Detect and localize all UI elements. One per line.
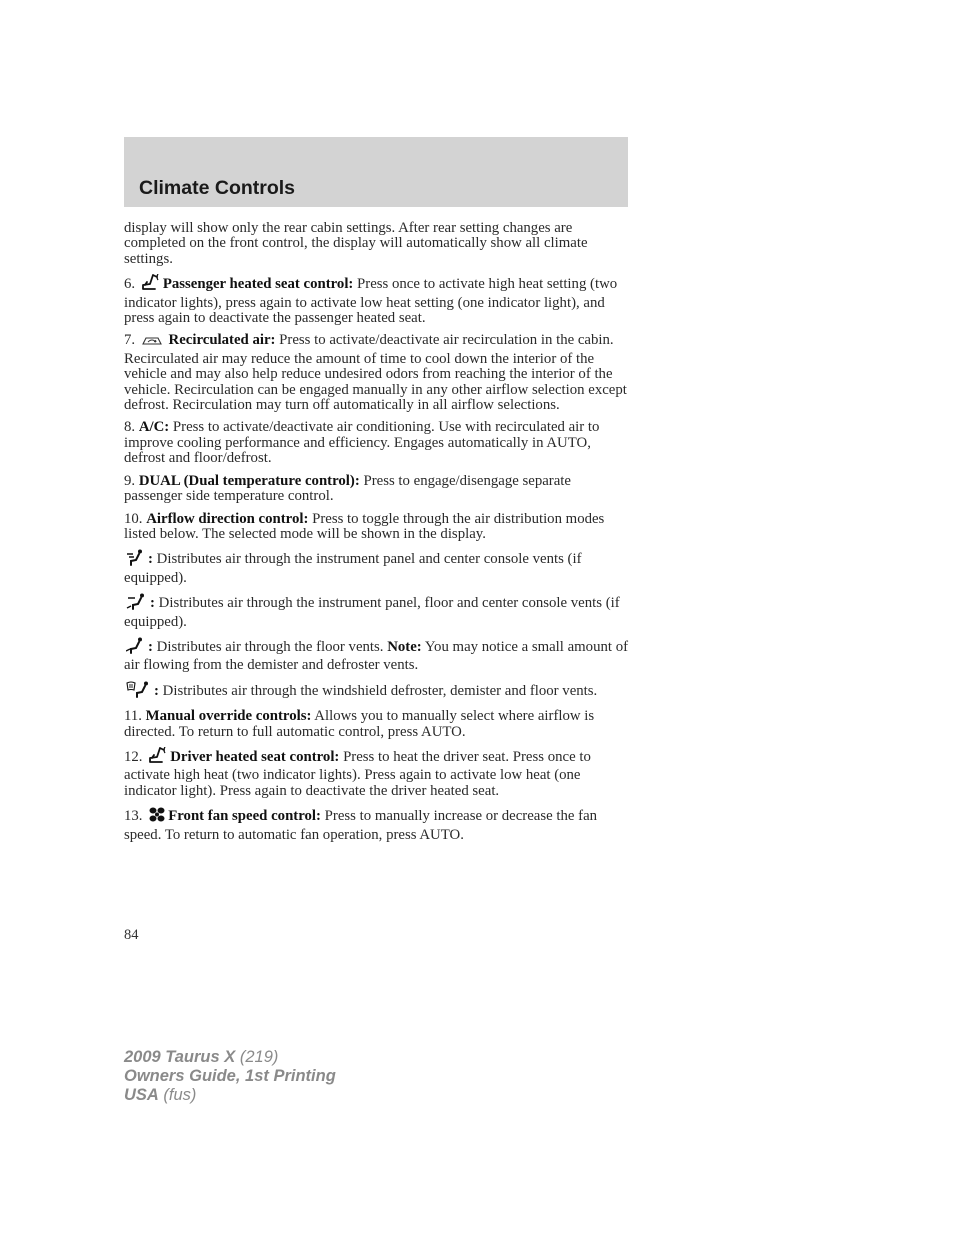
floor-vent-icon xyxy=(126,637,146,658)
section-title: Climate Controls xyxy=(139,177,296,199)
item-8-label: A/C: xyxy=(138,419,170,436)
item-7: 7. Recirculated air: Press to activate/deactivate air recirculation in the cabin. Recirculated air may reduce the amount of time to cool down the interior of the vehicle and may also help reduce undesired odors from reaching the interior of the vehicle. Recirculation can be engaged manually in any other airflow selection except defrost. Recirculation may turn off automatically in all airflow selections. xyxy=(124,332,627,414)
panel-vent-icon xyxy=(126,549,146,570)
page-content xyxy=(124,221,632,850)
item-6: 6. Passenger heated seat control: Press once to activate high heat setting (two indicator lights), press again to activate low heat setting (one indicator light), and press again to deactivate the passenger heated seat. xyxy=(124,276,618,327)
item-13-label: Front fan speed control: xyxy=(168,808,321,825)
item-9-label: DUAL (Dual temperature control): xyxy=(138,472,360,489)
footer-line-2: Owners Guide, 1st Printing xyxy=(124,1067,336,1085)
page-number: 84 xyxy=(124,927,139,943)
item-6-label: Passenger heated seat control: xyxy=(162,276,354,293)
footer xyxy=(124,1048,336,1105)
item-12: 12. Driver heated seat control: Press to heat the driver seat. Press once to activate high heat (two indicator lights). Press again to activate low heat (one indicator light). Press again to deactivate the driver heated seat. xyxy=(124,748,591,799)
recirculation-icon xyxy=(141,335,163,351)
item-13: 13. Front fan speed control: Press to manually increase or decrease the fan speed. To return to automatic fan operation, press AUTO. xyxy=(124,808,598,843)
floor-defrost-icon xyxy=(126,681,152,702)
intro-paragraph: display will show only the rear cabin settings. After rear setting changes are completed on the front control, the display will automatically show all climate settings. xyxy=(124,220,588,267)
mode-floor-defrost: : Distributes air through the windshield defroster, demister and floor vents. xyxy=(124,681,632,702)
heated-seat-icon xyxy=(148,747,168,768)
item-11-label: Manual override controls: xyxy=(145,708,312,725)
item-9: 9. DUAL (Dual temperature control): Press to engage/disengage separate passenger side temperature control. xyxy=(124,472,571,505)
mode-floor: : Distributes air through the floor vents. Note: You may notice a small amount of air flowing from the demister and defroster vents. xyxy=(124,638,629,674)
item-7-label: Recirculated air: xyxy=(168,332,276,349)
section-header xyxy=(124,137,628,207)
footer-line-3: USA (fus) xyxy=(124,1086,197,1104)
item-11: 11. Manual override controls: Allows you to manually select where airflow is directed. To return to full automatic control, press AUTO. xyxy=(124,708,595,740)
fan-icon xyxy=(148,806,166,827)
heated-seat-icon xyxy=(141,274,161,295)
item-8: 8. A/C: Press to activate/deactivate air conditioning. Use with recirculated air to improve cooling performance and efficiency. Engages automatically in AUTO, defrost and floor/defrost. xyxy=(124,419,600,467)
item-10-label: Airflow direction control: xyxy=(146,510,309,527)
item-10: 10. Airflow direction control: Press to toggle through the air distribution modes listed below. The selected mode will be shown in the display. xyxy=(124,510,605,542)
item-12-label: Driver heated seat control: xyxy=(170,748,340,765)
mode-panel: : Distributes air through the instrument panel and center console vents (if equipped). xyxy=(124,551,582,586)
panel-floor-vent-icon xyxy=(126,593,148,614)
mode-panel-floor: : Distributes air through the instrument panel, floor and center console vents (if equipped). xyxy=(124,595,620,630)
footer-line-1: 2009 Taurus X (219) xyxy=(124,1048,279,1066)
